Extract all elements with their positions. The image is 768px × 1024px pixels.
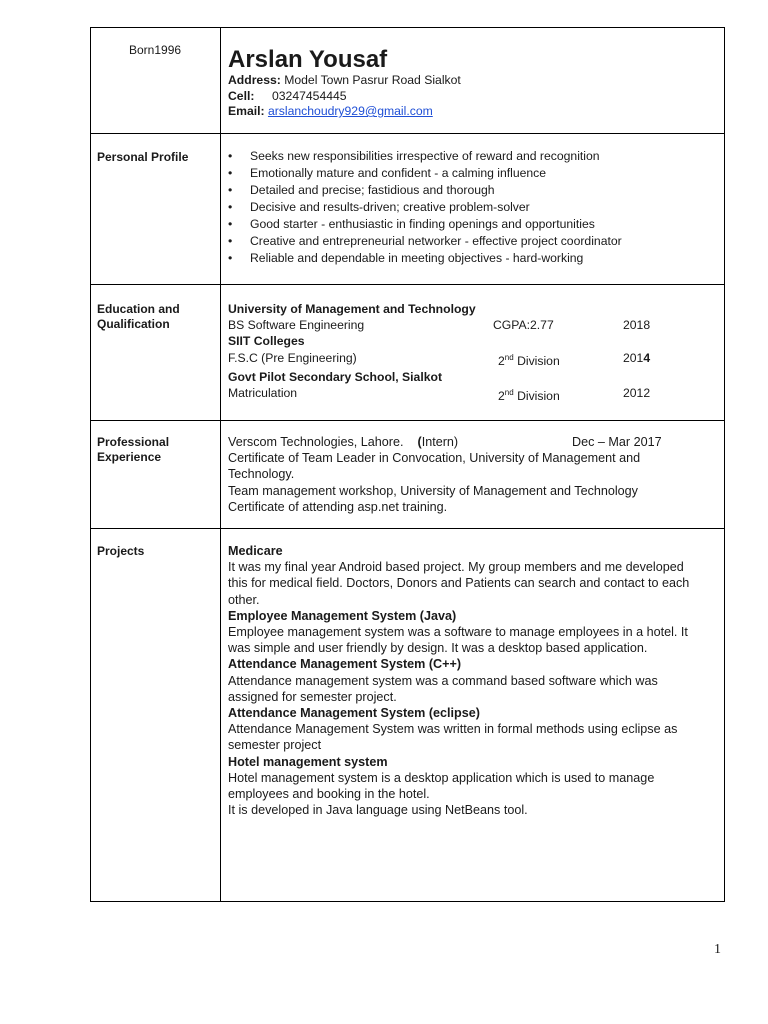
grade-division: Division <box>513 389 560 404</box>
grade-suffix: nd <box>504 388 514 398</box>
bullet-icon: • <box>228 200 233 214</box>
table-row <box>228 317 718 333</box>
education-label-cell <box>91 285 221 421</box>
project-line: It is developed in Java language using NetBeans tool. <box>228 803 528 818</box>
profile-item-text: Seeks new responsibilities irrespective of reward and recognition <box>250 149 600 163</box>
grade-division: Division <box>513 353 560 368</box>
resume-table <box>90 27 725 902</box>
bullet-icon: • <box>228 217 233 231</box>
profile-item-text: Creative and entrepreneurial networker - effective project coordinator <box>250 234 622 248</box>
experience-line: Team management workshop, University of Management and Technology <box>228 483 638 498</box>
cell-line <box>228 89 718 105</box>
born-cell <box>91 28 221 134</box>
year-text <box>623 350 718 369</box>
experience-line: Certificate of attending asp.net training. <box>228 499 448 514</box>
project-title: Medicare <box>228 544 283 558</box>
profile-item-text: Detailed and precise; fastidious and thorough <box>250 183 495 197</box>
page-number: 1 <box>714 942 721 957</box>
profile-item-text: Good starter - enthusiastic in finding openings and opportunities <box>250 217 595 231</box>
bullet-icon: • <box>228 183 233 197</box>
projects-row <box>91 529 725 902</box>
list-item <box>228 182 718 199</box>
year-main: 201 <box>623 350 644 365</box>
grade-text: CGPA:2.77 <box>493 318 554 333</box>
email-label: Email: <box>228 104 265 118</box>
project-line: Attendance Management System was written in formal methods using eclipse as <box>228 722 678 737</box>
address-value: Model Town Pasrur Road Sialkot <box>284 73 461 87</box>
bullet-icon: • <box>228 149 233 163</box>
year-last-digit: 4 <box>643 350 651 365</box>
grade-number: 2 <box>498 389 505 404</box>
grade-text <box>498 385 623 404</box>
experience-dates: Dec – Mar 2017 <box>572 435 662 449</box>
education-label-line2: Qualification <box>97 317 170 331</box>
degree-text: F.S.C (Pre Engineering) <box>228 350 357 365</box>
grade-suffix: nd <box>504 352 514 362</box>
education-label-line1: Education and <box>97 302 180 316</box>
projects-content-cell <box>221 529 725 902</box>
experience-content-cell <box>221 421 725 529</box>
institution-name <box>228 369 718 385</box>
experience-line: Technology. <box>228 467 295 482</box>
project-line: Employee management system was a software to manage employees in a hotel. It <box>228 625 688 640</box>
list-item <box>228 165 718 182</box>
candidate-name: Arslan Yousaf <box>228 46 388 73</box>
company-name: Verscom Technologies, Lahore. <box>228 435 404 449</box>
table-row <box>228 385 718 404</box>
list-item <box>228 199 718 216</box>
list-item <box>228 250 718 267</box>
profile-item-text: Emotionally mature and confident - a calming influence <box>250 166 547 180</box>
institution-text: Govt Pilot Secondary School, Sialkot <box>228 369 443 384</box>
year-text: 2012 <box>623 386 651 401</box>
profile-content-cell <box>221 134 725 285</box>
experience-header <box>228 434 718 450</box>
project-line: employees and booking in the hotel. <box>228 787 430 802</box>
bullet-icon: • <box>228 166 233 180</box>
project-line: was simple and user friendly by design. It was a desktop based application. <box>228 641 648 656</box>
project-line: other. <box>228 592 260 607</box>
profile-label-cell <box>91 134 221 285</box>
institution-text: SIIT Colleges <box>228 334 305 349</box>
year-text: 2018 <box>623 318 651 333</box>
contact-cell <box>221 28 725 134</box>
degree-text: BS Software Engineering <box>228 318 365 333</box>
profile-label: Personal Profile <box>97 150 189 164</box>
profile-row <box>91 134 725 285</box>
email-line <box>228 104 718 120</box>
profile-item-text: Reliable and dependable in meeting objectives - hard-working <box>250 251 584 265</box>
degree-text: Matriculation <box>228 386 298 401</box>
projects-label: Projects <box>97 544 145 558</box>
cell-label: Cell: <box>228 88 255 103</box>
profile-list <box>228 148 718 267</box>
project-title: Attendance Management System (eclipse) <box>228 706 480 721</box>
education-content-cell <box>221 285 725 421</box>
address-line <box>228 73 718 89</box>
grade-text <box>498 350 623 369</box>
company-role <box>228 434 572 450</box>
institution-name <box>228 333 718 349</box>
institution-text: University of Management and Technology <box>228 302 476 316</box>
address-label: Address: <box>228 73 281 87</box>
profile-item-text: Decisive and results-driven; creative problem-solver <box>250 200 530 214</box>
project-line: assigned for semester project. <box>228 689 397 704</box>
project-line: Hotel management system is a desktop application which is used to manage <box>228 770 655 785</box>
project-title: Hotel management system <box>228 754 388 769</box>
grade-number: 2 <box>498 353 505 368</box>
role-paren: ( <box>417 435 422 449</box>
experience-row <box>91 421 725 529</box>
project-line: semester project <box>228 738 322 753</box>
list-item <box>228 148 718 165</box>
experience-label-line2: Experience <box>97 450 162 464</box>
experience-label-line1: Professional <box>97 435 170 449</box>
cell-value: 03247454445 <box>272 88 347 103</box>
project-line: this for medical field. Doctors, Donors and Patients can search and contact to each <box>228 576 690 591</box>
table-row <box>228 350 718 369</box>
project-line: It was my final year Android based project. My group members and me developed <box>228 560 684 575</box>
role-text: Intern) <box>421 435 459 449</box>
education-row <box>91 285 725 421</box>
bullet-icon: • <box>228 251 233 265</box>
email-link[interactable]: arslanchoudry929@gmail.com <box>267 104 433 118</box>
project-title: Attendance Management System (C++) <box>228 657 462 672</box>
projects-label-cell <box>91 529 221 902</box>
list-item <box>228 233 718 250</box>
list-item <box>228 216 718 233</box>
born-text: Born1996 <box>129 43 182 57</box>
institution-name <box>228 301 718 317</box>
project-line: Attendance management system was a command based software which was <box>228 673 658 688</box>
project-title: Employee Management System (Java) <box>228 608 457 623</box>
experience-label-cell <box>91 421 221 529</box>
header-row <box>91 28 725 134</box>
experience-line: Certificate of Team Leader in Convocation, University of Management and <box>228 451 641 466</box>
bullet-icon: • <box>228 234 233 248</box>
